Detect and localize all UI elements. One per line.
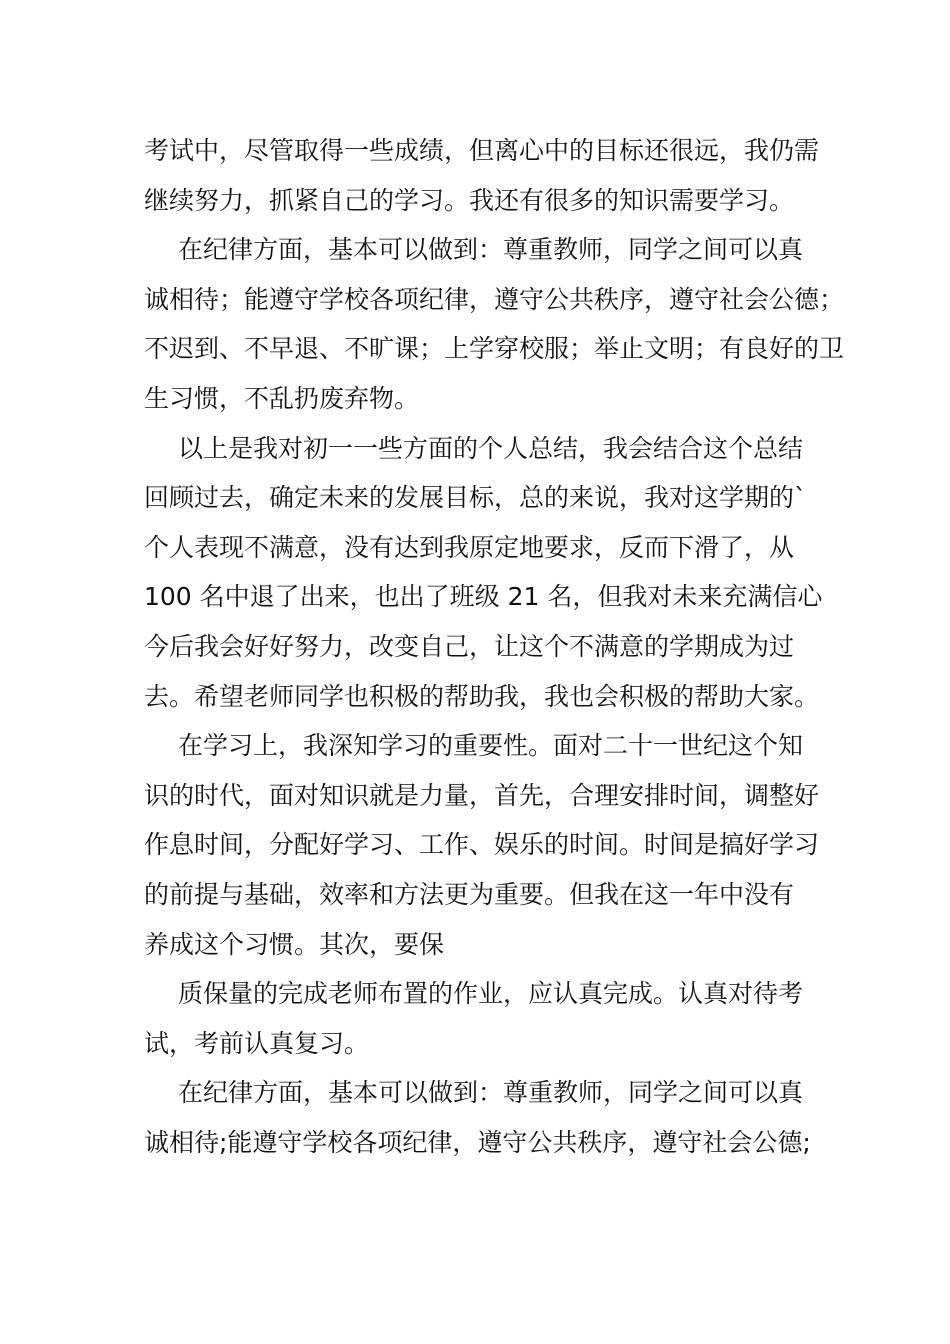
paragraph-start-line: 在纪律方面，基本可以做到：尊重教师，同学之间可以真 [178, 1078, 804, 1108]
text-line: 诚相待；能遵守学校各项纪律，遵守公共秩序，遵守社会公德； [144, 284, 845, 314]
text-line: 养成这个习惯。其次，要保 [144, 929, 445, 959]
text-line: 回顾过去，确定未来的发展目标，总的来说，我对这学期的` [144, 483, 807, 513]
paragraph-start-line: 质保量的完成老师布置的作业，应认真完成。认真对待考 [178, 979, 804, 1009]
text-line: 的前提与基础，效率和方法更为重要。但我在这一年中没有 [144, 879, 795, 909]
paragraph-start-line: 在学习上，我深知学习的重要性。面对二十一世纪这个知 [178, 731, 804, 761]
text-line: 100 名中退了出来，也出了班级 21 名，但我对未来充满信心 [144, 582, 823, 612]
text-line: 个人表现不满意，没有达到我原定地要求，反而下滑了，从 [144, 532, 795, 562]
text-line: 去。希望老师同学也积极的帮助我，我也会积极的帮助大家。 [144, 681, 820, 711]
text-line: 考试中，尽管取得一些成绩，但离心中的目标还很远，我仍需 [144, 136, 820, 165]
text-line: 继续努力，抓紧自己的学习。我还有很多的知识需要学习。 [144, 185, 795, 215]
text-line: 识的时代，面对知识就是力量，首先，合理安排时间，调整好 [144, 780, 820, 810]
paragraph-start-line: 在纪律方面，基本可以做到：尊重教师，同学之间可以真 [178, 235, 804, 265]
document-body [144, 126, 845, 1167]
text-line: 今后我会好好努力，改变自己，让这个不满意的学期成为过 [144, 631, 795, 661]
text-line: 试，考前认真复习。 [144, 1028, 370, 1058]
text-line: 生习惯，不乱扔废弃物。 [144, 383, 420, 413]
text-line: 诚相待;能遵守学校各项纪律，遵守公共秩序，遵守社会公德; [144, 1127, 811, 1157]
text-line: 不迟到、不早退、不旷课；上学穿校服；举止文明；有良好的卫 [144, 334, 845, 364]
text-line: 作息时间，分配好学习、工作、娱乐的时间。时间是搞好学习 [144, 830, 820, 860]
paragraph-start-line: 以上是我对初一一些方面的个人总结，我会结合这个总结 [178, 433, 804, 463]
